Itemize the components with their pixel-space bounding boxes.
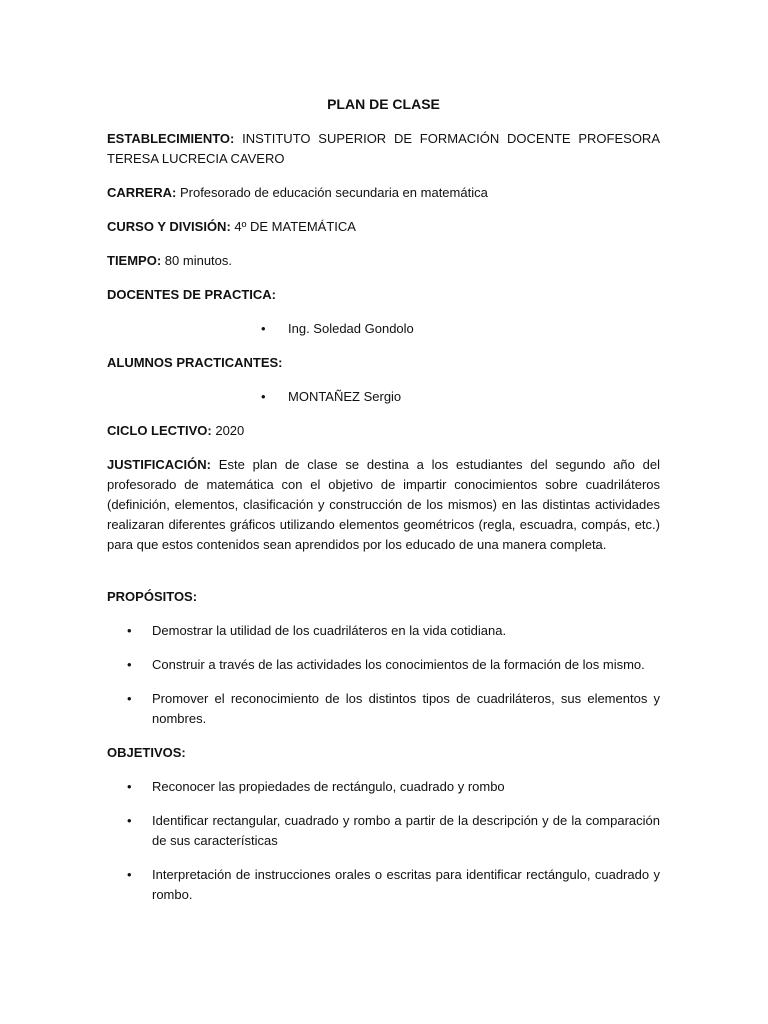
proposito-text: Promover el reconocimiento de los distintos tipos de cuadriláteros, sus elementos y nombres. <box>152 691 660 726</box>
docentes-label: DOCENTES DE PRACTICA: <box>107 287 277 302</box>
list-item <box>107 777 660 797</box>
carrera-label: CARRERA: <box>107 185 177 200</box>
tiempo-value: 80 minutos. <box>164 253 232 268</box>
alumnos-list <box>107 387 660 407</box>
curso-value: 4º DE MATEMÁTICA <box>234 219 356 234</box>
bullet-icon: • <box>127 779 132 794</box>
docente-name: Ing. Soledad Gondolo <box>288 321 414 336</box>
establecimiento-line <box>107 129 660 169</box>
list-item <box>107 655 660 675</box>
propositos-label: PROPÓSITOS: <box>107 589 198 604</box>
bullet-icon: • <box>127 691 132 706</box>
list-item <box>107 811 660 851</box>
objetivos-label: OBJETIVOS: <box>107 745 186 760</box>
alumnos-label: ALUMNOS PRACTICANTES: <box>107 355 283 370</box>
docentes-list <box>107 319 660 339</box>
bullet-icon: • <box>261 389 266 404</box>
curso-label: CURSO Y DIVISIÓN: <box>107 219 231 234</box>
propositos-list <box>107 621 660 729</box>
list-item <box>107 319 660 339</box>
list-item <box>107 621 660 641</box>
curso-line <box>107 217 660 237</box>
carrera-line <box>107 183 660 203</box>
alumno-name: MONTAÑEZ Sergio <box>288 389 402 404</box>
ciclo-value: 2020 <box>215 423 245 438</box>
justificacion-text: Este plan de clase se destina a los estudiantes del segundo año del profesorado de matemática con el objetivo de impartir conocimientos sobre cuadriláteros (definición, elementos, clasificación y construcción de los mismos) en las distintas actividades realizaran diferentes gráficos utilizando elementos geométricos (regla, escuadra, compás, etc.) para que estos contenidos sean aprendidos por los educado de una manera completa. <box>107 457 660 552</box>
bullet-icon: • <box>127 623 132 638</box>
objetivo-text: Identificar rectangular, cuadrado y rombo a partir de la descripción y de la comparación de sus características <box>152 813 660 848</box>
justificacion-label: JUSTIFICACIÓN: <box>107 457 211 472</box>
objetivo-text: Reconocer las propiedades de rectángulo, cuadrado y rombo <box>152 779 505 794</box>
bullet-icon: • <box>127 657 132 672</box>
establecimiento-label: ESTABLECIMIENTO: <box>107 131 235 146</box>
list-item <box>107 689 660 729</box>
section-spacer <box>107 569 660 587</box>
proposito-text: Construir a través de las actividades los conocimientos de la formación de los mismo. <box>152 657 645 672</box>
establecimiento-value: INSTITUTO SUPERIOR DE FORMACIÓN DOCENTE PROFESORA TERESA LUCRECIA CAVERO <box>107 131 660 166</box>
objetivos-list <box>107 777 660 905</box>
page-title: PLAN DE CLASE <box>327 96 440 112</box>
objetivo-text: Interpretación de instrucciones orales o escritas para identificar rectángulo, cuadrado y rombo. <box>152 867 660 902</box>
document-body <box>107 95 660 919</box>
justificacion-paragraph <box>107 455 660 555</box>
list-item <box>107 865 660 905</box>
bullet-icon: • <box>261 321 266 336</box>
ciclo-label: CICLO LECTIVO: <box>107 423 212 438</box>
ciclo-line <box>107 421 660 441</box>
bullet-icon: • <box>127 813 132 828</box>
carrera-value: Profesorado de educación secundaria en matemática <box>179 185 488 200</box>
bullet-icon: • <box>127 867 132 882</box>
proposito-text: Demostrar la utilidad de los cuadriláteros en la vida cotidiana. <box>152 623 507 638</box>
list-item <box>107 387 660 407</box>
tiempo-line <box>107 251 660 271</box>
tiempo-label: TIEMPO: <box>107 253 162 268</box>
